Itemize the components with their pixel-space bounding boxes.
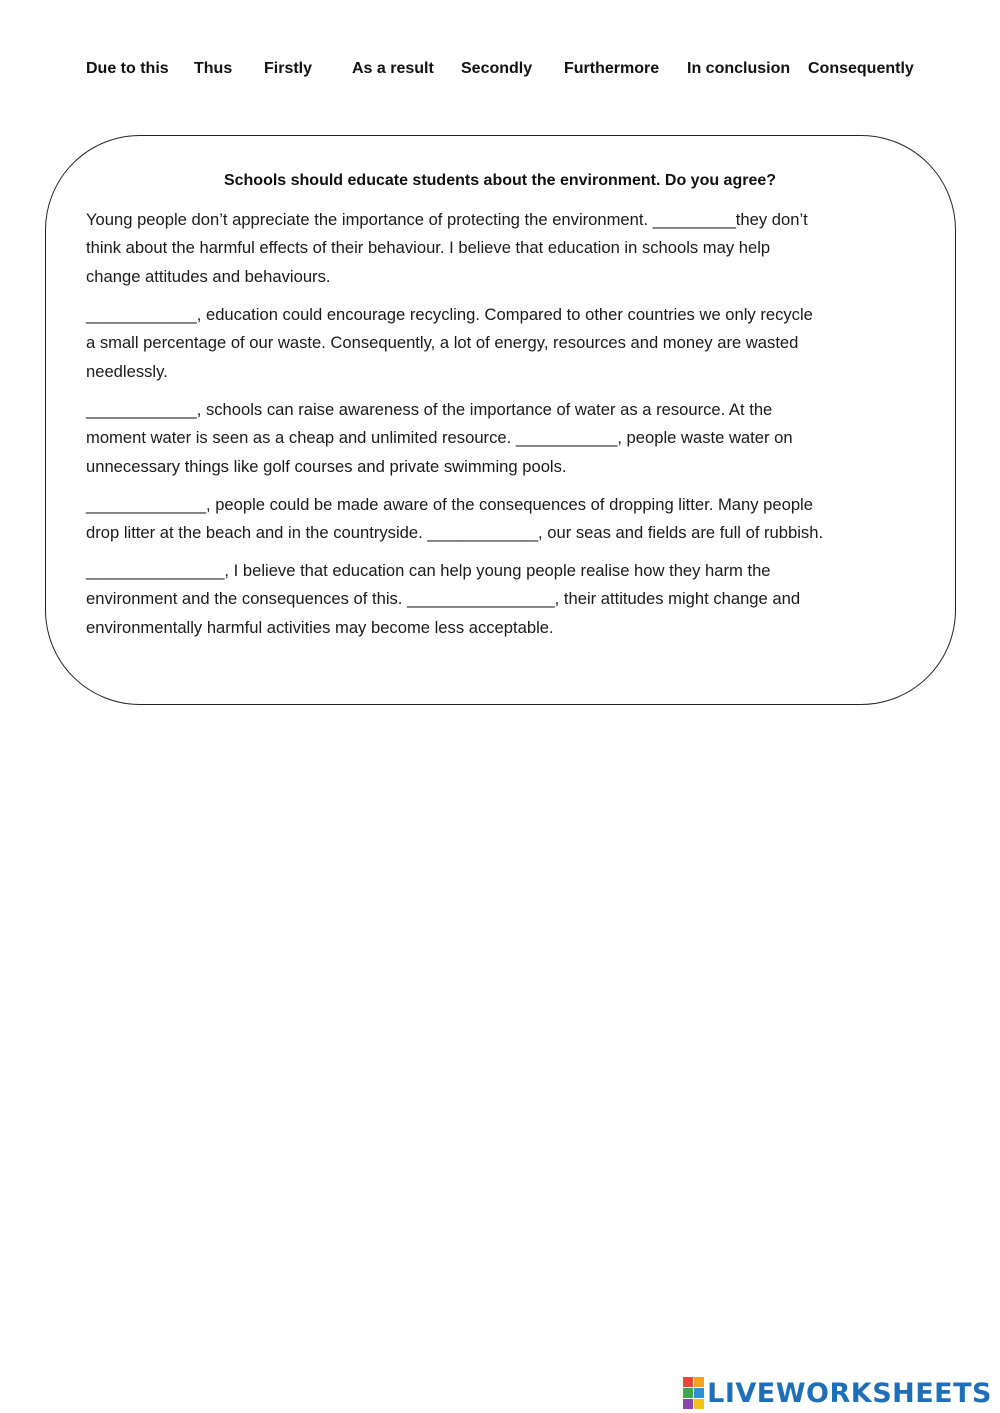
- paragraph-line: a small percentage of our waste. Consequently, a lot of energy, resources and money are wasted: [86, 333, 799, 353]
- liveworksheets-logo: [683, 1376, 992, 1410]
- word-bank-item: Secondly: [461, 60, 533, 77]
- paragraph-line: Young people don’t appreciate the importance of protecting the environment. _________they don’t: [86, 210, 808, 229]
- essay-paragraph: [86, 557, 921, 642]
- paragraph-line: _______________, I believe that education can help young people realise how they harm the: [86, 561, 771, 580]
- word-bank-item: As a result: [352, 60, 434, 77]
- essay-paragraph: [86, 396, 921, 481]
- essay-title: Schools should educate students about the environment. Do you agree?: [223, 172, 777, 189]
- logo-block: [683, 1399, 693, 1409]
- paragraph-line: ____________, schools can raise awareness of the importance of water as a resource. At the: [86, 400, 773, 419]
- essay-paragraph: [86, 206, 921, 291]
- word-bank: [0, 60, 1000, 84]
- word-bank-item: In conclusion: [687, 60, 791, 77]
- paragraph-line: change attitudes and behaviours.: [86, 266, 331, 286]
- logo-block: [683, 1377, 693, 1387]
- paragraph-line: environmentally harmful activities may become less acceptable.: [86, 617, 554, 637]
- paragraph-line: think about the harmful effects of their behaviour. I believe that education in schools may help: [86, 238, 771, 258]
- paragraph-line: needlessly.: [86, 361, 168, 381]
- logo-blocks-icon: [683, 1377, 704, 1409]
- paragraph-line: ____________, education could encourage recycling. Compared to other countries we only recycle: [86, 305, 813, 324]
- essay-paragraph: [86, 301, 921, 386]
- word-bank-item: Due to this: [86, 60, 169, 77]
- logo-block: [694, 1399, 704, 1409]
- word-bank-item: Consequently: [808, 60, 914, 77]
- logo-block: [683, 1388, 693, 1398]
- paragraph-line: _____________, people could be made aware of the consequences of dropping litter. Many people: [86, 495, 813, 514]
- word-bank-item: Thus: [194, 60, 233, 77]
- paragraph-line: unnecessary things like golf courses and private swimming pools.: [86, 456, 567, 476]
- essay-paragraph: [86, 491, 921, 548]
- word-bank-item: Firstly: [264, 60, 313, 77]
- paragraph-line: environment and the consequences of this. ________________, their attitudes might change and: [86, 589, 801, 609]
- brand-name: LIVEWORKSHEETS: [707, 1377, 992, 1409]
- word-bank-item: Furthermore: [564, 60, 660, 77]
- paragraph-line: drop litter at the beach and in the countryside. ____________, our seas and fields are full of rubbish.: [86, 523, 824, 543]
- logo-block: [694, 1377, 704, 1387]
- paragraph-line: moment water is seen as a cheap and unlimited resource. ___________, people waste water on: [86, 428, 793, 448]
- logo-block: [694, 1388, 704, 1398]
